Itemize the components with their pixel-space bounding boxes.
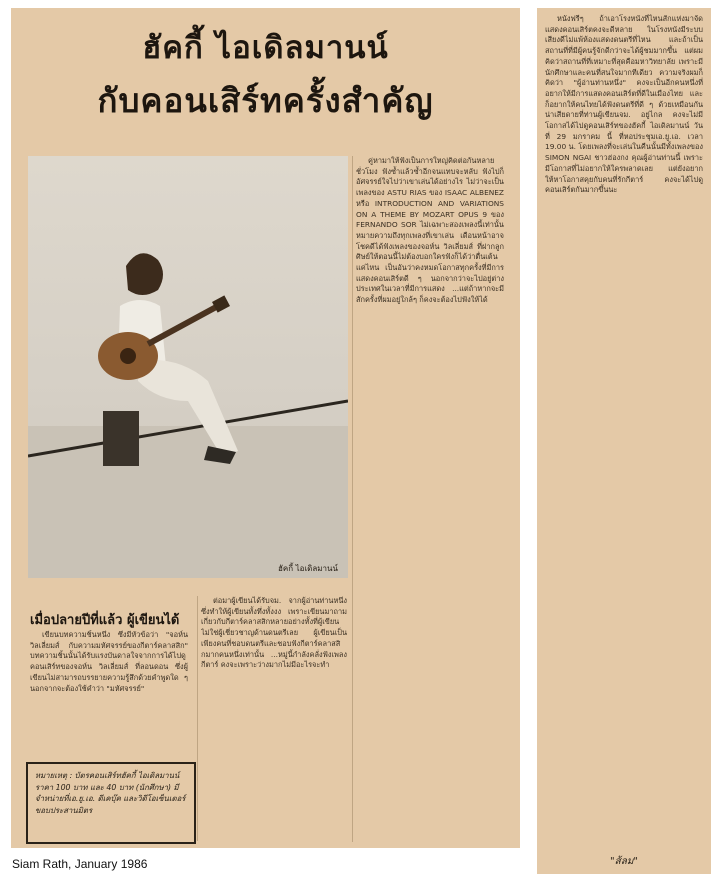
guitarist-photo [28, 156, 348, 578]
column-divider [197, 596, 198, 841]
section-subhead: เมื่อปลายปีที่แล้ว ผู้เขียนได้ [30, 613, 180, 628]
column-left [30, 630, 188, 755]
column-middle-text: ต่อมาผู้เขียนได้รับจม. จากผู้อ่านท่านหนึ่ง ซึ่งทำให้ผู้เขียนทั้งทึ่งทั้งงง เพราะเขียนมาถามเกี่ยวกับกีตาร์คลาสสิกหลายอย่างทั้งที่ผู้เขียนไม่ใช่ผู้เชี่ยวชาญด้านดนตรีเลย ผู้เขียนเป็นเพียงคนที่ชอบดนตรีและชอบฟังกีตาร์คลาสสิกมากคนหนึ่งเท่านั้น ...หมู่นี้กำลังคลั่งฟังเพลงกีตาร์ คงจะเพราะว่างมากไม่มีอะไรจะทำ [201, 596, 347, 670]
column-right-text: คู่หามาให้ฟังเป็นการใหญ่คิดต่อกันหลายชั่วโมง ฟังซ้ำแล้วซ้ำอีกจนแทบจะหลับ ฟังไปก็อัศจรรย์ใจไปว่าเขาเล่นได้อย่างไร ไม่ว่าจะเป็นเพลงของ ASTU RIAS ของ ISAAC ALBENEZ หรือ INTRODUCTION AND VARIATIONS ON A THEME BY MOZART OPUS 9 ของ FERNANDO SOR ไม่เฉพาะสองเพลงนี้เท่านั้น หมายความถึงทุกเพลงที่เขาเล่น เดือนหน้าอาจโชคดีได้ฟังเพลงของจอห์น วิลเลี่ยมส์ ที่ฝากลูกศิษย์ให้ตอนนี้ไม่ต้องบอกใครฟังก็ได้ว่าตื่นเต้นแค่ไหน เป็นอันว่าคงหมดโอกาสทุกครั้งที่มีการแสดงคอนเสิร์ตดี ๆ นอกจากว่าจะไปอยู่ต่างประเทศในเวลาที่มีการแสดง ...แต่ถ้าหากจะมีสักครั้งที่ผมอยู่ใกล้ๆ ก็คงจะต้องไปฟังให้ได้ [356, 156, 504, 305]
column-divider [352, 156, 353, 842]
ticket-note-text: หมายเหตุ : บัตรคอนเสิร์ทฮัคกี้ ไอเดิลมานน์ ราคา 100 บาท และ 40 บาท (นักศึกษา) มีจำหน่ายที่เอ.ยู.เอ. ดีเคบุ๊ค และวิดีโอเซ็นเตอร์ ขอบประสานมิตร [35, 771, 186, 815]
photo-caption: ฮัคกี้ ไอเดิลมานน์ [278, 564, 338, 573]
column-right [356, 156, 504, 842]
column-far-right [545, 14, 703, 844]
headline-line2: กับคอนเสิร์ทครั้งสำคัญ [97, 81, 434, 120]
column-left-text: เขียนบทความชิ้นหนึ่ง ซึ่งมีหัวข้อว่า "จอห์น วิลเลี่ยมส์ กับความมหัศจรรย์ของกีตาร์คลาสสิก" บทความชิ้นนั้นได้รับแรงบันดาลใจจากการได้ไปดูคอนเสิร์ทของจอห์น วิลเลี่ยมส์ ที่ลอนดอน ซึ่งผู้เขียนไม่สามารถบรรยายความรู้สึกด้วยคำพูดใด ๆ นอกจากจะต้องใช้คำว่า "มหัศจรรย์" [30, 630, 188, 693]
continuation-page [537, 8, 711, 874]
author-signoff: "ส้ลม" [609, 856, 639, 867]
source-citation: Siam Rath, January 1986 [12, 857, 148, 871]
column-far-right-text: หนังฟรีๆ ถ้าเอาโรงหนังที่ไหนสักแห่งมาจัดแสดงคอนเสิร์ตคงจะดีหลาย ในโรงหนังมีระบบเสียงดีไม่แพ้ห้องแสดงดนตรีที่ไหน และถ้าเป็นสถานที่ที่มีผู้คนรู้จักดีกว่าจะได้ผู้ชมมากขึ้น แต่ผมคิดว่าสถานที่ที่เหมาะที่สุดคือมหาวิทยาลัย เพราะมีนักศึกษาและคนที่สนใจมากทีเดียว ความจริงผมก็คิดว่า "ผู้อ่านท่านหนึ่ง" คงจะเป็นอีกคนหนึ่งที่อยากให้มีการแสดงคอนเสิร์ตที่ดีในเมืองไทย และก็อยากให้คนไทยได้ฟังดนตรีที่ดี ๆ ด้วยเหมือนกัน น่าเสียดายที่ท่านผู้เขียนจม. อยู่ไกล คงจะไม่มีโอกาสได้ไปดูคอนเสิร์ทของฮัคกี้ ไอเดิลมานน์ วันที่ 29 มกราคม นี้ ที่หอประชุมเอ.ยู.เอ. เวลา 19.00 น. โดยเพลงที่จะเล่นในคืนนั้นมีทั้งเพลงของ SIMON NGAI ชาวฮ่องกง คุณผู้อ่านท่านนี้ เพราะมีโอกาสที่ไม่อยากให้ใครพลาดเลย แต่ยังอยากให้หาโอกาสคุยกับคนที่รักกีตาร์ คงจะได้ไปดูคอนเสิร์ตกันมากขึ้นนะ [545, 14, 703, 195]
headline-line1: ฮัคกี้ ไอเดิลมานน์ [142, 30, 389, 66]
guitarist-illustration [28, 156, 348, 578]
ticket-note-box [26, 762, 196, 844]
column-middle [201, 596, 347, 841]
article-page [11, 8, 520, 848]
